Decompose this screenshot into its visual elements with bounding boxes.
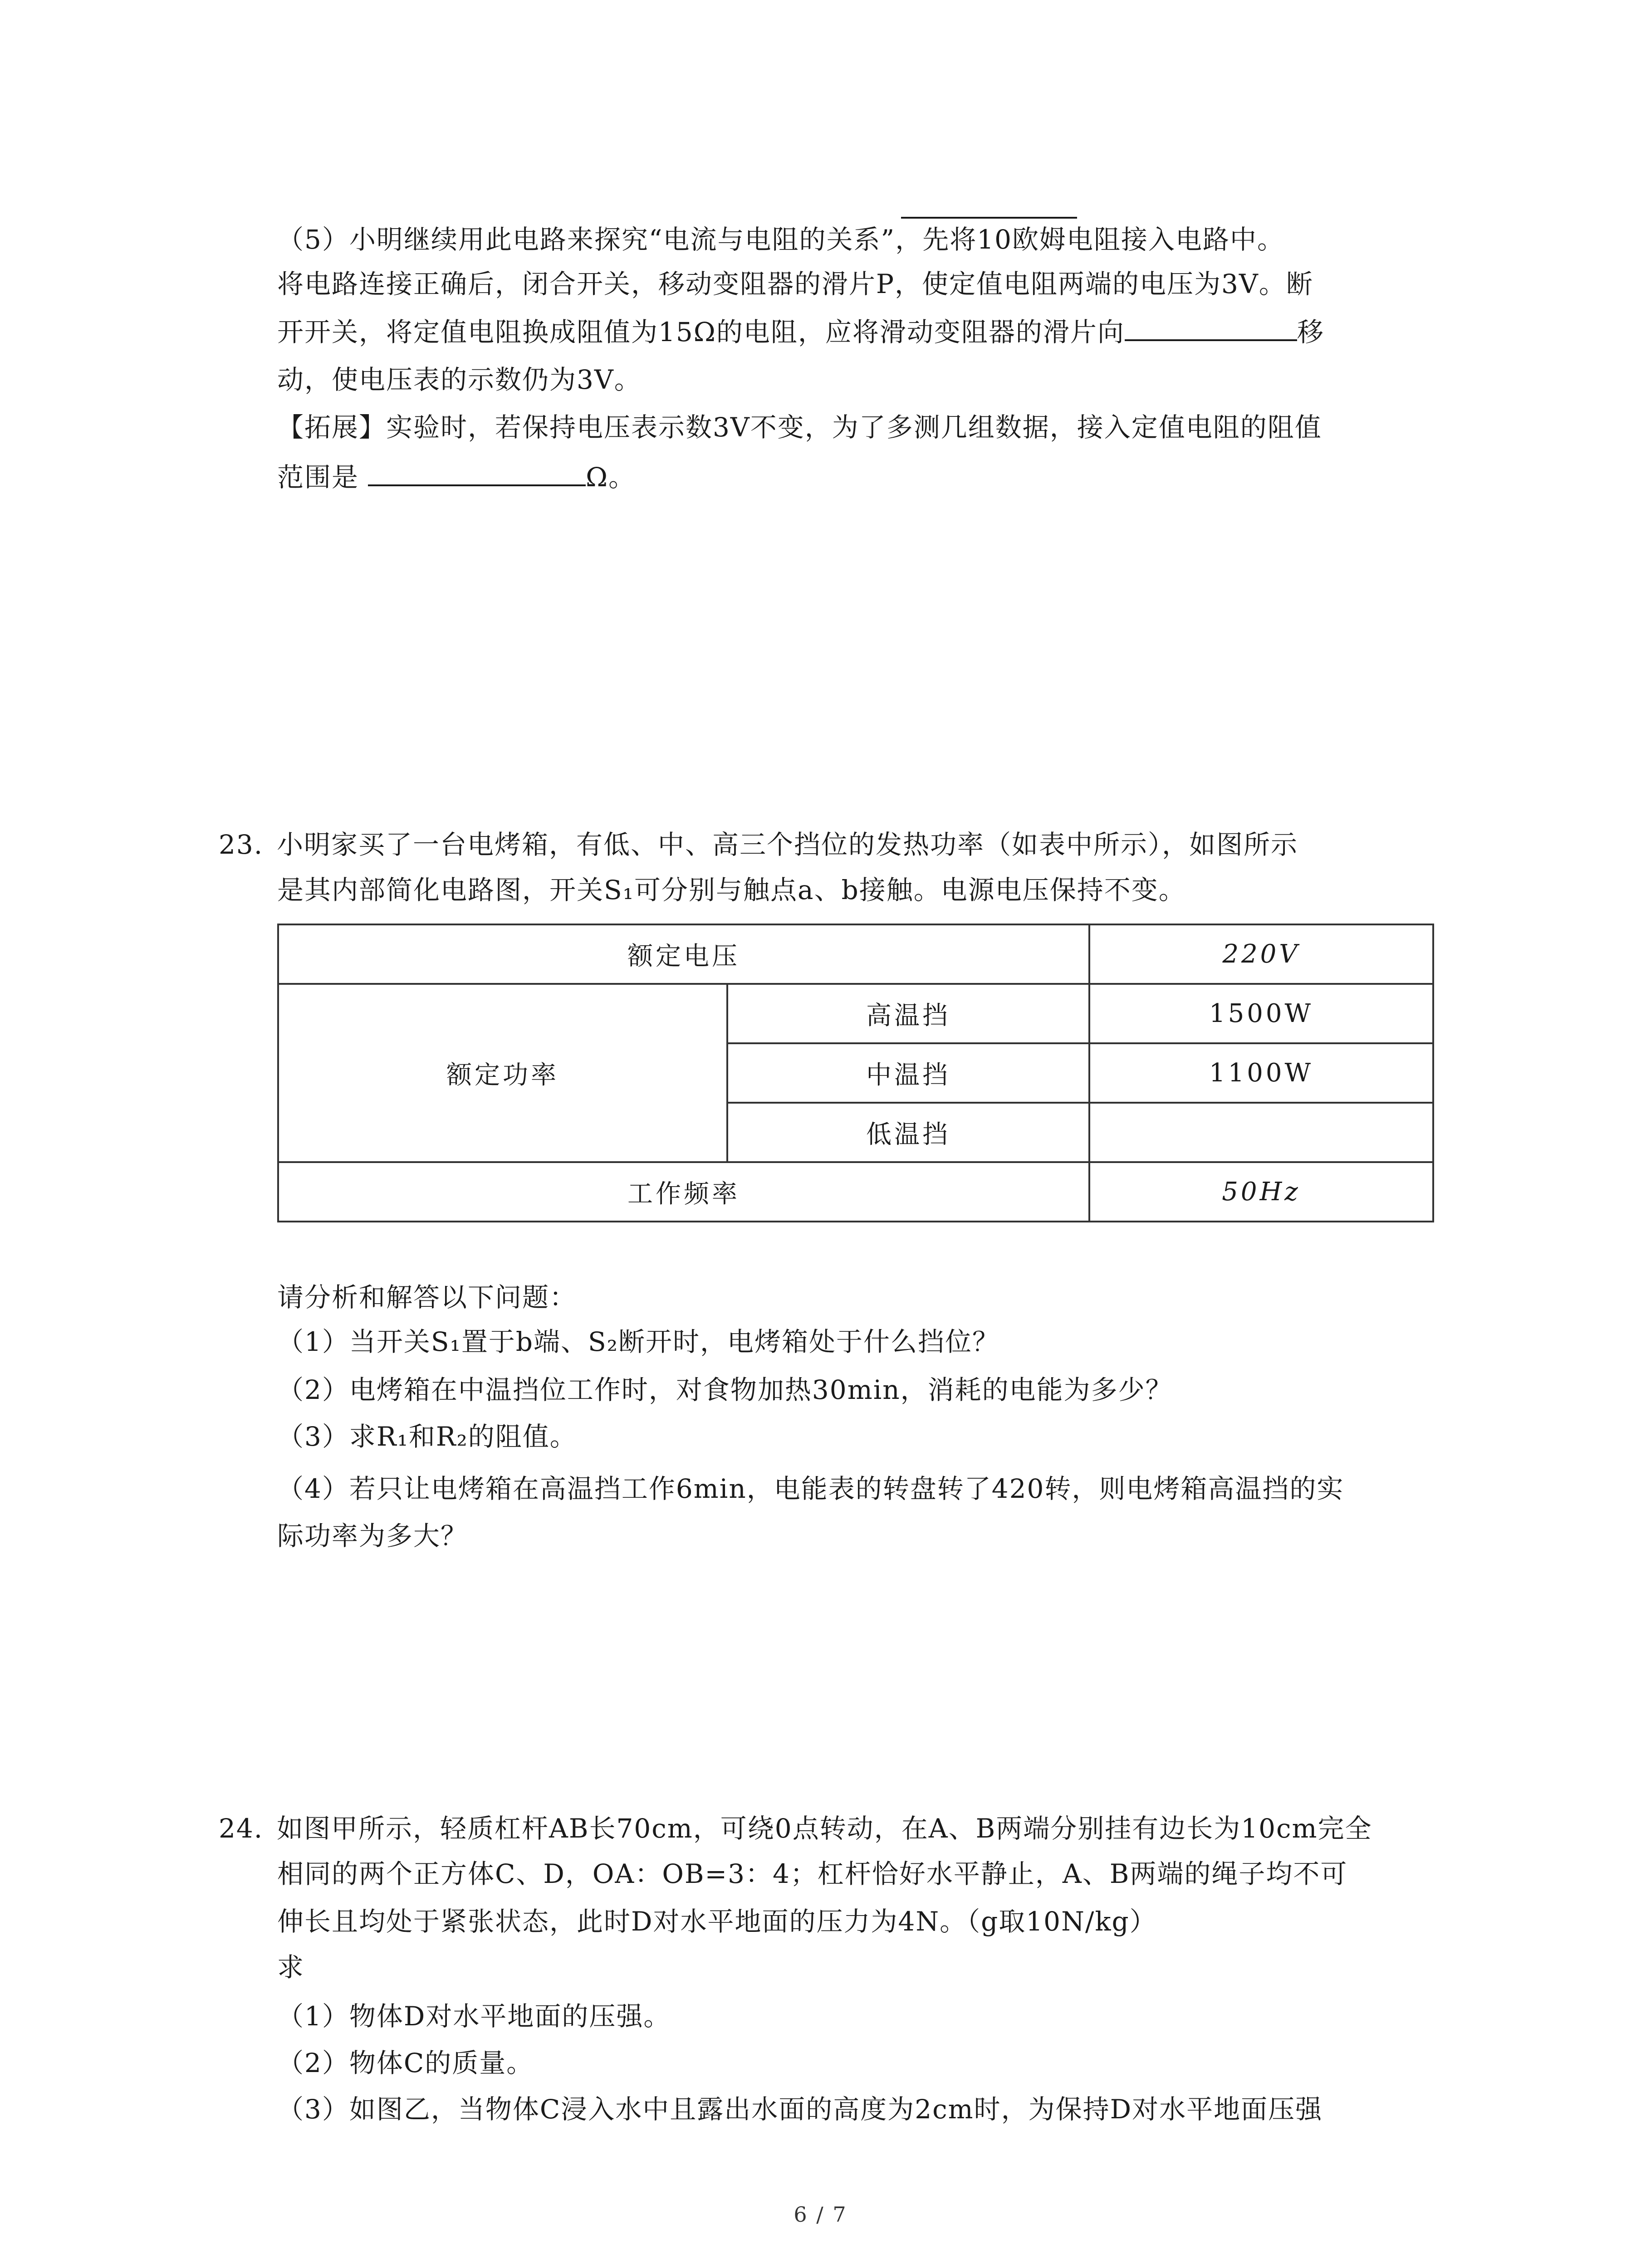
q23-line-2: 是其内部简化电路图，开关S₁可分别与触点a、b接触。电源电压保持不变。 xyxy=(277,875,1186,905)
q23-number: 23. xyxy=(219,829,264,860)
high-level-value: 1500W xyxy=(1089,984,1433,1043)
ext-line-1: 【拓展】实验时，若保持电压表示数3V不变，为了多测几组数据，接入定值电阻的阻值 xyxy=(277,412,1322,443)
q24-line-4: 求 xyxy=(277,1952,305,1983)
q24-sub-3: （3）如图乙，当物体C浸入水中且露出水面的高度为2cm时，为保持D对水平地面压强 xyxy=(277,2094,1323,2125)
q24-sub-1: （1）物体D对水平地面的压强。 xyxy=(277,2001,671,2032)
q24-line-2: 相同的两个正方体C、D，OA：OB=3：4；杠杆恰好水平静止，A、B两端的绳子均不可 xyxy=(277,1858,1348,1889)
p5-line-3-text: 开开关，将定值电阻换成阻值为15Ω的电阻，应将滑动变阻器的滑片向 xyxy=(277,317,1125,347)
table-row xyxy=(278,924,1433,984)
p5-line-4: 动，使电压表的示数仍为3V。 xyxy=(277,364,642,395)
q23-sub-1: （1）当开关S₁置于b端、S₂断开时，电烤箱处于什么挡位？ xyxy=(277,1326,1000,1357)
p5-line-1: （5）小明继续用此电路来探究“电流与电阻的关系”，先将10欧姆电阻接入电路中。 xyxy=(277,224,1285,255)
q23-sub-4-line-2: 际功率为多大？ xyxy=(277,1520,468,1551)
q23-sub-4-line-1: （4）若只让电烤箱在高温挡工作6min，电能表的转盘转了420转，则电烤箱高温挡的实 xyxy=(277,1473,1344,1504)
ext-line-2-text: 范围是 xyxy=(277,462,359,493)
q24-sub-2: （2）物体C的质量。 xyxy=(277,2048,534,2078)
frequency-value: 50Hz xyxy=(1089,1162,1433,1222)
table-row xyxy=(278,1162,1433,1222)
rated-voltage-label: 额定电压 xyxy=(278,924,1089,984)
q23-prompt: 请分析和解答以下问题： xyxy=(277,1282,577,1313)
page-number: 6 / 7 xyxy=(794,2202,847,2227)
mid-level-value: 1100W xyxy=(1089,1043,1433,1103)
frequency-label: 工作频率 xyxy=(278,1162,1089,1222)
high-level-label: 高温挡 xyxy=(727,984,1089,1043)
rated-power-label: 额定功率 xyxy=(278,984,727,1162)
low-level-label: 低温挡 xyxy=(727,1103,1089,1162)
q23-intro-1: 小明家买了一台电烤箱，有低、中、高三个挡位的发热功率（如表中所示），如图所示 xyxy=(277,829,1298,860)
q23-sub-3: （3）求R₁和R₂的阻值。 xyxy=(277,1421,577,1452)
low-level-value xyxy=(1089,1103,1433,1162)
q23-sub-2: （2）电烤箱在中温挡位工作时，对食物加热30min，消耗的电能为多少？ xyxy=(277,1374,1173,1405)
answer-blank-direction[interactable] xyxy=(1125,313,1297,341)
ext-line-2-end: Ω。 xyxy=(586,462,636,493)
answer-blank-range[interactable] xyxy=(368,458,586,486)
answer-blank-top[interactable] xyxy=(901,217,1077,219)
p5-line-3 xyxy=(277,313,1324,350)
q24-line-3: 伸长且均处于紧张状态，此时D对水平地面的压力为4N。（g取10N/kg） xyxy=(277,1906,1157,1937)
mid-level-label: 中温挡 xyxy=(727,1043,1089,1103)
p5-line-3-end: 移 xyxy=(1297,317,1324,347)
rating-table xyxy=(277,924,1434,1222)
ext-line-2 xyxy=(277,458,636,495)
q23-line-1 xyxy=(219,826,1298,863)
q24-line-1 xyxy=(219,1810,1372,1847)
q24-number: 24. xyxy=(219,1813,264,1844)
rated-voltage-value: 220V xyxy=(1089,924,1433,984)
p5-line-2: 将电路连接正确后，闭合开关，移动变阻器的滑片P，使定值电阻两端的电压为3V。断 xyxy=(277,269,1313,299)
table-row xyxy=(278,984,1433,1043)
q24-text-1: 如图甲所示，轻质杠杆AB长70cm，可绕0点转动，在A、B两端分别挂有边长为10cm完全 xyxy=(277,1813,1372,1844)
